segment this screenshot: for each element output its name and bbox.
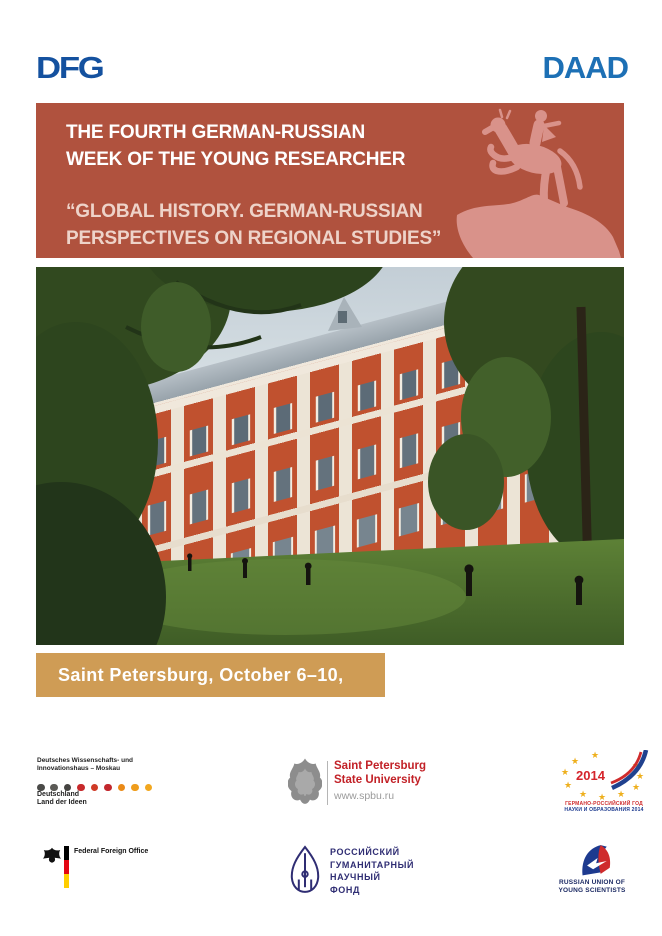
spbu-logo	[288, 757, 458, 811]
subtitle-line-2: PERSPECTIVES ON REGIONAL STUDIES”	[66, 228, 442, 249]
spbu-crest-icon	[288, 758, 322, 810]
title-line-1: THE FOURTH GERMAN-RUSSIAN	[66, 122, 365, 143]
rosmu-line1: RUSSIAN UNION OF	[558, 879, 626, 886]
dwih-name-line2: Innovationshaus – Moskau	[37, 764, 121, 772]
rgnf-line4: ФОНД	[330, 884, 360, 895]
flag-bar-black	[64, 846, 69, 860]
rgnf-pen-nib-icon	[288, 845, 322, 897]
svg-text:★: ★	[571, 757, 580, 767]
poster-subtitle	[66, 198, 441, 252]
dwih-dot-icon	[50, 784, 58, 792]
spbu-name-line2: State University	[334, 773, 421, 786]
svg-text:★: ★	[591, 751, 600, 761]
dwih-name-line1: Deutsches Wissenschafts- und	[37, 757, 134, 764]
event-date-location: Saint Petersburg, October 6–10, 2014	[58, 665, 344, 729]
dwih-dot-icon	[118, 784, 126, 792]
dwih-dot-icon	[145, 784, 153, 792]
svg-text:★: ★	[564, 781, 573, 791]
svg-text:★: ★	[632, 761, 641, 771]
daad-logo: DAAD	[542, 50, 628, 85]
title-banner	[36, 103, 624, 258]
rgnf-logo	[288, 845, 458, 901]
title-line-2: WEEK OF THE YOUNG RESEARCHER	[66, 149, 406, 170]
logo-divider	[327, 761, 328, 805]
spbu-name-line1: Saint Petersburg	[334, 760, 427, 772]
svg-text:★: ★	[561, 768, 570, 778]
flag-bar-gold	[64, 874, 69, 888]
spbu-url: www.spbu.ru	[334, 790, 395, 802]
dwih-dots	[37, 778, 177, 786]
svg-text:★: ★	[632, 783, 641, 793]
rgnf-line2: ГУМАНИТАРНЫЙ	[330, 859, 415, 870]
land-der-ideen-line1: Deutschland	[37, 791, 80, 798]
foreground-bush	[36, 482, 166, 645]
rosmu-dove-sail-icon	[578, 845, 612, 877]
dwih-dot-icon	[37, 784, 45, 792]
rgnf-line3: НАУЧНЫЙ	[330, 872, 381, 882]
dwih-dot-icon	[104, 784, 112, 792]
svg-text:★: ★	[598, 793, 607, 800]
dwih-dot-icon	[91, 784, 99, 792]
dwih-dot-icon	[64, 784, 72, 792]
year-caption-line2: НАУКИ И ОБРАЗОВАНИЯ 2014	[564, 807, 644, 813]
land-der-ideen-line2: Land der Ideen	[37, 799, 87, 806]
svg-text:★: ★	[636, 772, 645, 782]
svg-text:★: ★	[579, 790, 588, 800]
bronze-horseman-silhouette-icon	[449, 103, 624, 258]
year-2014-text: 2014	[576, 768, 605, 783]
poster-title	[66, 119, 441, 173]
title-block	[66, 119, 441, 252]
year-2014-stars-icon	[558, 750, 650, 800]
photo-scenery	[36, 267, 624, 645]
date-banner	[36, 653, 385, 729]
flag-bar-red	[64, 860, 69, 874]
year-caption-line1: ГЕРМАНО-РОССИЙСКИЙ ГОД	[565, 801, 643, 807]
dwih-dot-icon	[131, 784, 139, 792]
subtitle-line-1: “GLOBAL HISTORY. GERMAN-RUSSIAN	[66, 201, 423, 222]
rosmu-logo	[556, 845, 628, 897]
rgnf-line1: РОССИЙСКИЙ	[330, 847, 400, 857]
dwih-moscow-logo	[37, 757, 177, 807]
rosmu-line2: YOUNG SCIENTISTS	[558, 887, 626, 894]
german-eagle-icon	[42, 846, 62, 864]
federal-foreign-office-logo	[38, 844, 208, 894]
ffo-label: Federal Foreign Office	[74, 848, 149, 855]
dwih-dot-icon	[77, 784, 85, 792]
dfg-logo: DFG	[36, 50, 103, 85]
svg-text:★: ★	[617, 790, 626, 800]
university-building-photo	[36, 267, 624, 645]
year-2014-logo	[558, 750, 650, 816]
